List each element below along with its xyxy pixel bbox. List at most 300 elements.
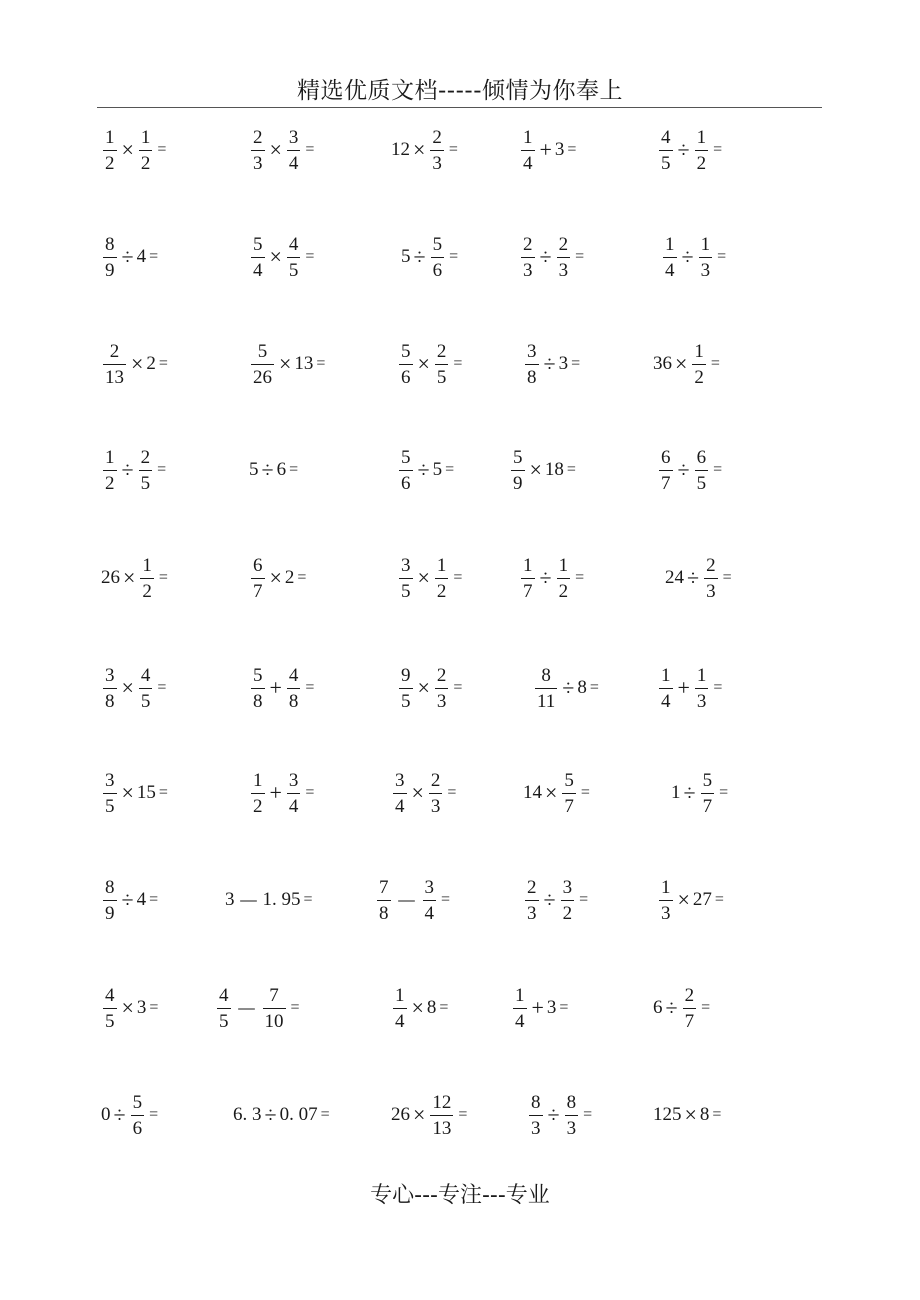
fraction [399,342,413,387]
equals-sign: = [448,141,458,158]
numerator: 1 [140,126,151,148]
number: 6 [653,997,663,1018]
equals-sign: = [453,679,463,696]
numerator: 5 [432,233,443,255]
fraction [103,342,126,387]
numerator: 1 [105,126,115,148]
numerator: 1 [142,554,152,576]
denominator: 3 [704,578,718,601]
numerator: 8 [105,233,115,255]
equals-sign: = [441,891,451,908]
numerator: 7 [379,876,389,898]
number: 5 [401,246,411,267]
problem-6-1 [100,658,166,718]
numerator: 1 [515,984,525,1006]
equals-sign: = [157,679,167,696]
denominator: 8 [251,688,265,711]
numerator: 2 [523,233,533,255]
operator: × [131,351,144,376]
operator: × [121,780,134,805]
numerator: 4 [288,664,299,686]
fraction [251,556,265,601]
operator: + [677,675,690,700]
denominator: 7 [683,1008,697,1031]
equals-sign: = [571,355,581,372]
fraction [511,448,525,493]
fraction [521,128,535,173]
operator: × [417,565,430,590]
operator: ÷ [681,244,694,269]
denominator: 5 [659,150,673,173]
operator: × [684,1102,697,1127]
numerator: 3 [562,876,573,898]
problem-7-5 [670,763,728,823]
numerator: 8 [541,664,551,686]
fraction [263,986,286,1031]
problem-8-4 [522,870,588,930]
fraction [287,235,301,280]
problem-9-5 [652,978,710,1038]
equals-sign: = [303,891,313,908]
numerator: 5 [702,769,713,791]
numerator: 2 [684,984,695,1006]
number: 4 [136,889,147,910]
fraction [140,556,154,601]
problem-10-5 [652,1085,721,1145]
denominator: 5 [103,1008,117,1031]
number: 3 [558,353,569,374]
operator: ÷ [677,137,690,162]
number: 5 [432,459,443,480]
denominator: 8 [287,688,301,711]
fraction [251,235,265,280]
operator: － [237,888,260,914]
operator: × [121,675,134,700]
numerator: 1 [661,876,671,898]
operator: × [675,351,688,376]
numerator: 1 [523,554,533,576]
fraction [695,666,709,711]
problem-10-4 [526,1085,592,1145]
numerator: 3 [401,554,411,576]
equals-sign: = [701,999,711,1016]
fraction [287,666,301,711]
denominator: 3 [521,257,535,280]
fraction [393,986,407,1031]
equals-sign: = [158,355,168,372]
denominator: 5 [399,578,413,601]
number: 36 [653,353,672,374]
problem-5-4 [518,548,584,608]
number: 27 [692,889,712,910]
fraction [399,556,413,601]
operator: × [279,351,292,376]
operator: ÷ [543,351,556,376]
operator: ÷ [665,995,678,1020]
denominator: 26 [251,364,274,387]
denominator: 2 [557,578,571,601]
equals-sign: = [458,1106,468,1123]
problem-1-1 [100,120,166,180]
numerator: 5 [253,664,263,686]
number: 3 [225,889,235,910]
numerator: 1 [696,664,707,686]
numerator: 7 [269,984,279,1006]
operator: ÷ [683,780,696,805]
problem-2-3 [400,227,458,287]
number: 13 [294,353,314,374]
denominator: 8 [103,688,117,711]
page-footer-text: 专心---专注---专业 [370,1183,550,1208]
denominator: 5 [103,793,117,816]
fraction [521,556,535,601]
problem-4-1 [100,440,166,500]
denominator: 7 [562,793,576,816]
operator: ÷ [417,457,430,482]
numerator: 2 [430,769,441,791]
numerator: 1 [558,554,569,576]
denominator: 8 [377,900,391,923]
operator: ÷ [121,244,134,269]
numerator: 3 [527,340,537,362]
problem-2-5 [660,227,726,287]
equals-sign: = [158,784,168,801]
numerator: 3 [288,769,299,791]
operator: ÷ [562,675,575,700]
equals-sign: = [575,569,585,586]
denominator: 5 [287,257,301,280]
equals-sign: = [297,569,307,586]
problem-1-4 [518,120,576,180]
fraction [701,771,715,816]
equals-sign: = [305,141,315,158]
equals-sign: = [305,784,315,801]
number: 14 [523,782,542,803]
denominator: 4 [393,1008,407,1031]
denominator: 2 [692,364,706,387]
fraction [103,448,117,493]
denominator: 2 [435,578,449,601]
problem-10-2 [232,1085,330,1145]
numerator: 1 [523,126,533,148]
fraction [525,342,539,387]
numerator: 1 [105,446,115,468]
operator: ÷ [547,1102,560,1127]
problem-7-2 [248,763,314,823]
problem-4-5 [656,440,722,500]
problem-3-1 [100,334,168,394]
fraction [695,448,709,493]
denominator: 2 [139,150,153,173]
operator: ÷ [539,565,552,590]
numerator: 5 [401,446,411,468]
number: 5 [249,459,259,480]
fraction [659,128,673,173]
number: 4 [136,246,147,267]
problem-1-5 [656,120,722,180]
number: 0 [101,1104,111,1125]
operator: ÷ [113,1102,126,1127]
fraction [695,128,709,173]
denominator: 3 [699,257,713,280]
problem-8-5 [656,870,724,930]
problem-8-3 [374,870,450,930]
operator: × [411,995,424,1020]
numerator: 5 [253,233,263,255]
denominator: 13 [103,364,126,387]
operator: ÷ [261,457,274,482]
fraction [103,666,117,711]
denominator: 2 [140,578,154,601]
fraction [399,666,413,711]
denominator: 9 [511,470,525,493]
problem-4-4 [508,440,576,500]
fraction [699,235,713,280]
fraction [217,986,231,1031]
problem-10-3 [390,1085,467,1145]
problem-6-5 [656,658,722,718]
fraction [557,556,571,601]
numerator: 2 [253,126,263,148]
page-header-title: 精选优质文档-----倾情为你奉上 [297,78,623,104]
operator: × [411,780,424,805]
operator: ÷ [121,887,134,912]
denominator: 4 [663,257,677,280]
operator: × [677,887,690,912]
denominator: 6 [131,1115,145,1138]
problem-3-2 [248,334,325,394]
problem-8-1 [100,870,158,930]
number: 26 [101,567,120,588]
problem-10-1 [100,1085,158,1145]
numerator: 2 [527,876,537,898]
fraction [431,235,445,280]
problem-5-3 [396,548,462,608]
denominator: 8 [525,364,539,387]
operator: + [539,137,552,162]
number: 1. 95 [262,889,301,910]
fraction [251,128,265,173]
numerator: 2 [432,126,442,148]
operator: × [269,244,282,269]
numerator: 4 [140,664,151,686]
operator: × [123,565,136,590]
number: 8 [699,1104,710,1125]
equals-sign: = [447,784,457,801]
operator: × [269,137,282,162]
equals-sign: = [439,999,449,1016]
fraction [663,235,677,280]
denominator: 7 [251,578,265,601]
fraction [435,666,449,711]
fraction [287,771,301,816]
numerator: 3 [105,769,115,791]
operator: ÷ [413,244,426,269]
equals-sign: = [305,248,315,265]
denominator: 4 [393,793,407,816]
operator: × [529,457,542,482]
equals-sign: = [305,679,315,696]
equals-sign: = [157,461,167,478]
operator: × [417,675,430,700]
operator: × [417,351,430,376]
denominator: 6 [431,257,445,280]
numerator: 5 [257,340,268,362]
equals-sign: = [579,891,589,908]
operator: × [121,995,134,1020]
problem-6-4 [532,658,599,718]
denominator: 9 [103,257,117,280]
problem-4-3 [396,440,454,500]
numerator: 6 [253,554,263,576]
operator: ÷ [543,887,556,912]
operator: － [235,996,258,1022]
numerator: 1 [696,126,707,148]
denominator: 5 [399,688,413,711]
denominator: 3 [251,150,265,173]
equals-sign: = [713,461,723,478]
fraction [251,771,265,816]
number: 24 [665,567,684,588]
fraction [423,878,437,923]
operator: × [413,1102,426,1127]
fraction [521,235,535,280]
numerator: 1 [253,769,263,791]
denominator: 5 [139,470,153,493]
numerator: 1 [665,233,675,255]
denominator: 3 [565,1115,579,1138]
denominator: 3 [659,900,673,923]
fraction [529,1093,543,1138]
problem-9-3 [390,978,448,1038]
problem-2-2 [248,227,314,287]
fraction [659,666,673,711]
number: 2 [284,567,295,588]
numerator: 8 [566,1091,577,1113]
number: 2 [146,353,156,374]
numerator: 1 [395,984,405,1006]
equals-sign: = [157,141,167,158]
denominator: 4 [251,257,265,280]
denominator: 6 [399,364,413,387]
denominator: 3 [557,257,571,280]
fraction [103,128,117,173]
denominator: 3 [430,150,444,173]
problem-7-1 [100,763,168,823]
denominator: 2 [561,900,575,923]
equals-sign: = [717,248,727,265]
number: 18 [544,459,564,480]
denominator: 11 [535,688,557,711]
numerator: 2 [558,233,569,255]
numerator: 1 [661,664,671,686]
problem-9-2 [214,978,300,1038]
denominator: 4 [521,150,535,173]
problem-1-2 [248,120,314,180]
numerator: 1 [700,233,711,255]
denominator: 7 [659,470,673,493]
fraction [103,878,117,923]
numerator: 3 [424,876,435,898]
numerator: 5 [564,769,574,791]
operator: ÷ [264,1102,277,1127]
numerator: 6 [696,446,707,468]
fraction [429,771,443,816]
denominator: 9 [103,900,117,923]
equals-sign: = [710,355,720,372]
equals-sign: = [453,355,463,372]
problem-3-4 [522,334,580,394]
denominator: 3 [529,1115,543,1138]
fraction [659,878,673,923]
numerator: 2 [706,554,716,576]
fraction [377,878,391,923]
equals-sign: = [149,891,159,908]
numerator: 2 [436,664,447,686]
problem-2-4 [518,227,584,287]
equals-sign: = [449,248,459,265]
operator: ÷ [539,244,552,269]
denominator: 3 [435,688,449,711]
denominator: 6 [399,470,413,493]
equals-sign: = [149,248,159,265]
equals-sign: = [567,141,577,158]
numerator: 3 [288,126,299,148]
number: 1 [671,782,681,803]
equals-sign: = [289,461,299,478]
operator: × [413,137,426,162]
denominator: 4 [423,900,437,923]
fraction [562,771,576,816]
equals-sign: = [712,1106,722,1123]
operator: － [395,888,418,914]
denominator: 10 [263,1008,286,1031]
number: 6. 3 [233,1104,262,1125]
denominator: 2 [695,150,709,173]
number: 6 [276,459,287,480]
problem-9-4 [510,978,568,1038]
equals-sign: = [320,1106,330,1123]
numerator: 12 [432,1091,452,1113]
problem-2-1 [100,227,158,287]
equals-sign: = [316,355,326,372]
numerator: 4 [288,233,299,255]
equals-sign: = [719,784,729,801]
problem-9-1 [100,978,158,1038]
equals-sign: = [714,891,724,908]
problem-6-2 [248,658,314,718]
fraction [561,878,575,923]
equals-sign: = [722,569,732,586]
fraction [393,771,407,816]
denominator: 13 [430,1115,453,1138]
equals-sign: = [580,784,590,801]
number: 3 [554,139,565,160]
numerator: 5 [401,340,411,362]
fraction [103,235,117,280]
fraction [430,1093,453,1138]
denominator: 3 [695,688,709,711]
denominator: 3 [429,793,443,816]
denominator: 2 [103,470,117,493]
problem-8-2 [224,870,313,930]
numerator: 2 [109,340,120,362]
denominator: 7 [521,578,535,601]
fraction [139,448,153,493]
fraction [659,448,673,493]
number: 3 [546,997,557,1018]
operator: × [121,137,134,162]
